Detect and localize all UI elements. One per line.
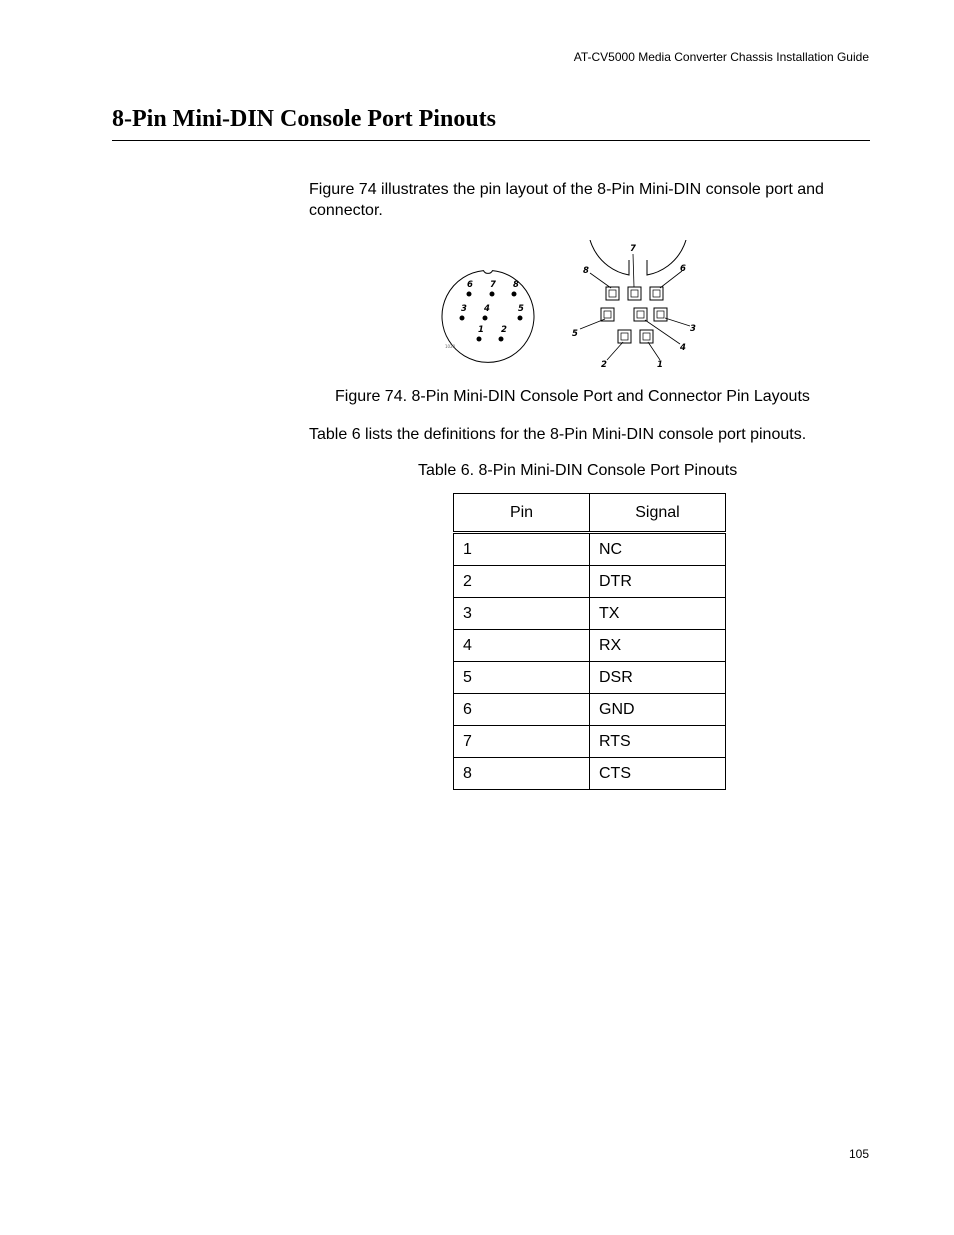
table-row — [454, 726, 726, 758]
connector-pin — [618, 330, 631, 343]
connector-pin-label: 5 — [572, 329, 578, 339]
connector-pin-label: 6 — [680, 264, 686, 274]
pin-cell: 8 — [454, 758, 590, 790]
table-caption: Table 6. 8-Pin Mini-DIN Console Port Pinouts — [418, 462, 738, 479]
connector-pin-label: 4 — [680, 343, 686, 353]
connector-pin-label: 3 — [690, 324, 696, 334]
table-row — [454, 566, 726, 598]
table-row — [454, 630, 726, 662]
connector-pin — [654, 308, 667, 321]
page-number: 105 — [848, 1147, 869, 1161]
port-pin-dot — [499, 337, 504, 342]
pin-cell: 4 — [454, 630, 590, 662]
connector-pin — [628, 287, 641, 300]
title-divider — [112, 140, 870, 141]
connector-pin-label: 8 — [583, 266, 589, 276]
connector-pin — [601, 308, 614, 321]
port-pin-dot — [483, 316, 488, 321]
intro-paragraph: Figure 74 illustrates the pin layout of the 8-Pin Mini-DIN console port and connector. — [309, 181, 824, 219]
connector-pin — [606, 287, 619, 300]
table-row — [454, 694, 726, 726]
console-port-diagram — [442, 271, 534, 363]
signal-cell: NC — [590, 533, 726, 566]
table-header-row — [454, 494, 726, 533]
section-title: 8-Pin Mini-DIN Console Port Pinouts — [112, 106, 496, 132]
port-pin-dot — [460, 316, 465, 321]
signal-cell: CTS — [590, 758, 726, 790]
pin-cell: 5 — [454, 662, 590, 694]
port-pin-dot — [467, 292, 472, 297]
figure-caption: Figure 74. 8-Pin Mini-DIN Console Port and Connector Pin Layouts — [335, 388, 810, 405]
pin-layout-diagram — [440, 240, 700, 372]
signal-cell: DTR — [590, 566, 726, 598]
pinout-table — [453, 493, 726, 790]
connector-pin — [634, 308, 647, 321]
pin-cell: 1 — [454, 533, 590, 566]
port-pin-dot — [490, 292, 495, 297]
table-row — [454, 662, 726, 694]
pin-cell: 7 — [454, 726, 590, 758]
table-row — [454, 598, 726, 630]
port-pin-label: 8 — [513, 280, 519, 290]
pin-cell: 3 — [454, 598, 590, 630]
table-row — [454, 533, 726, 566]
port-pin-label: 2 — [501, 325, 507, 335]
connector-pin-label: 2 — [601, 360, 607, 370]
pin-cell: 2 — [454, 566, 590, 598]
column-header-pin: Pin — [454, 494, 590, 533]
port-pin-dot — [477, 337, 482, 342]
signal-cell: RX — [590, 630, 726, 662]
running-header: AT-CV5000 Media Converter Chassis Installation Guide — [573, 50, 869, 64]
pin-layout-figure — [440, 240, 700, 372]
port-pin-dot — [518, 316, 523, 321]
signal-cell: TX — [590, 598, 726, 630]
port-pin-label: 3 — [461, 304, 467, 314]
column-header-signal: Signal — [590, 494, 726, 533]
pin-cell: 6 — [454, 694, 590, 726]
table-row — [454, 758, 726, 790]
connector-pin — [640, 330, 653, 343]
signal-cell: RTS — [590, 726, 726, 758]
port-pin-label: 7 — [490, 280, 496, 290]
connector-pin — [650, 287, 663, 300]
connector-pin-label: 1 — [657, 360, 663, 370]
port-pin-label: 4 — [484, 304, 490, 314]
port-pin-label: 6 — [467, 280, 473, 290]
port-pin-dot — [512, 292, 517, 297]
signal-cell: DSR — [590, 662, 726, 694]
connector-pin-label: 7 — [630, 244, 636, 254]
signal-cell: GND — [590, 694, 726, 726]
port-pin-label: 5 — [518, 304, 524, 314]
art-code: 1020 — [445, 344, 456, 349]
connector-diagram — [572, 240, 696, 370]
table-intro-paragraph: Table 6 lists the definitions for the 8-Pin Mini-DIN console port pinouts. — [309, 426, 807, 443]
port-pin-label: 1 — [478, 325, 484, 335]
